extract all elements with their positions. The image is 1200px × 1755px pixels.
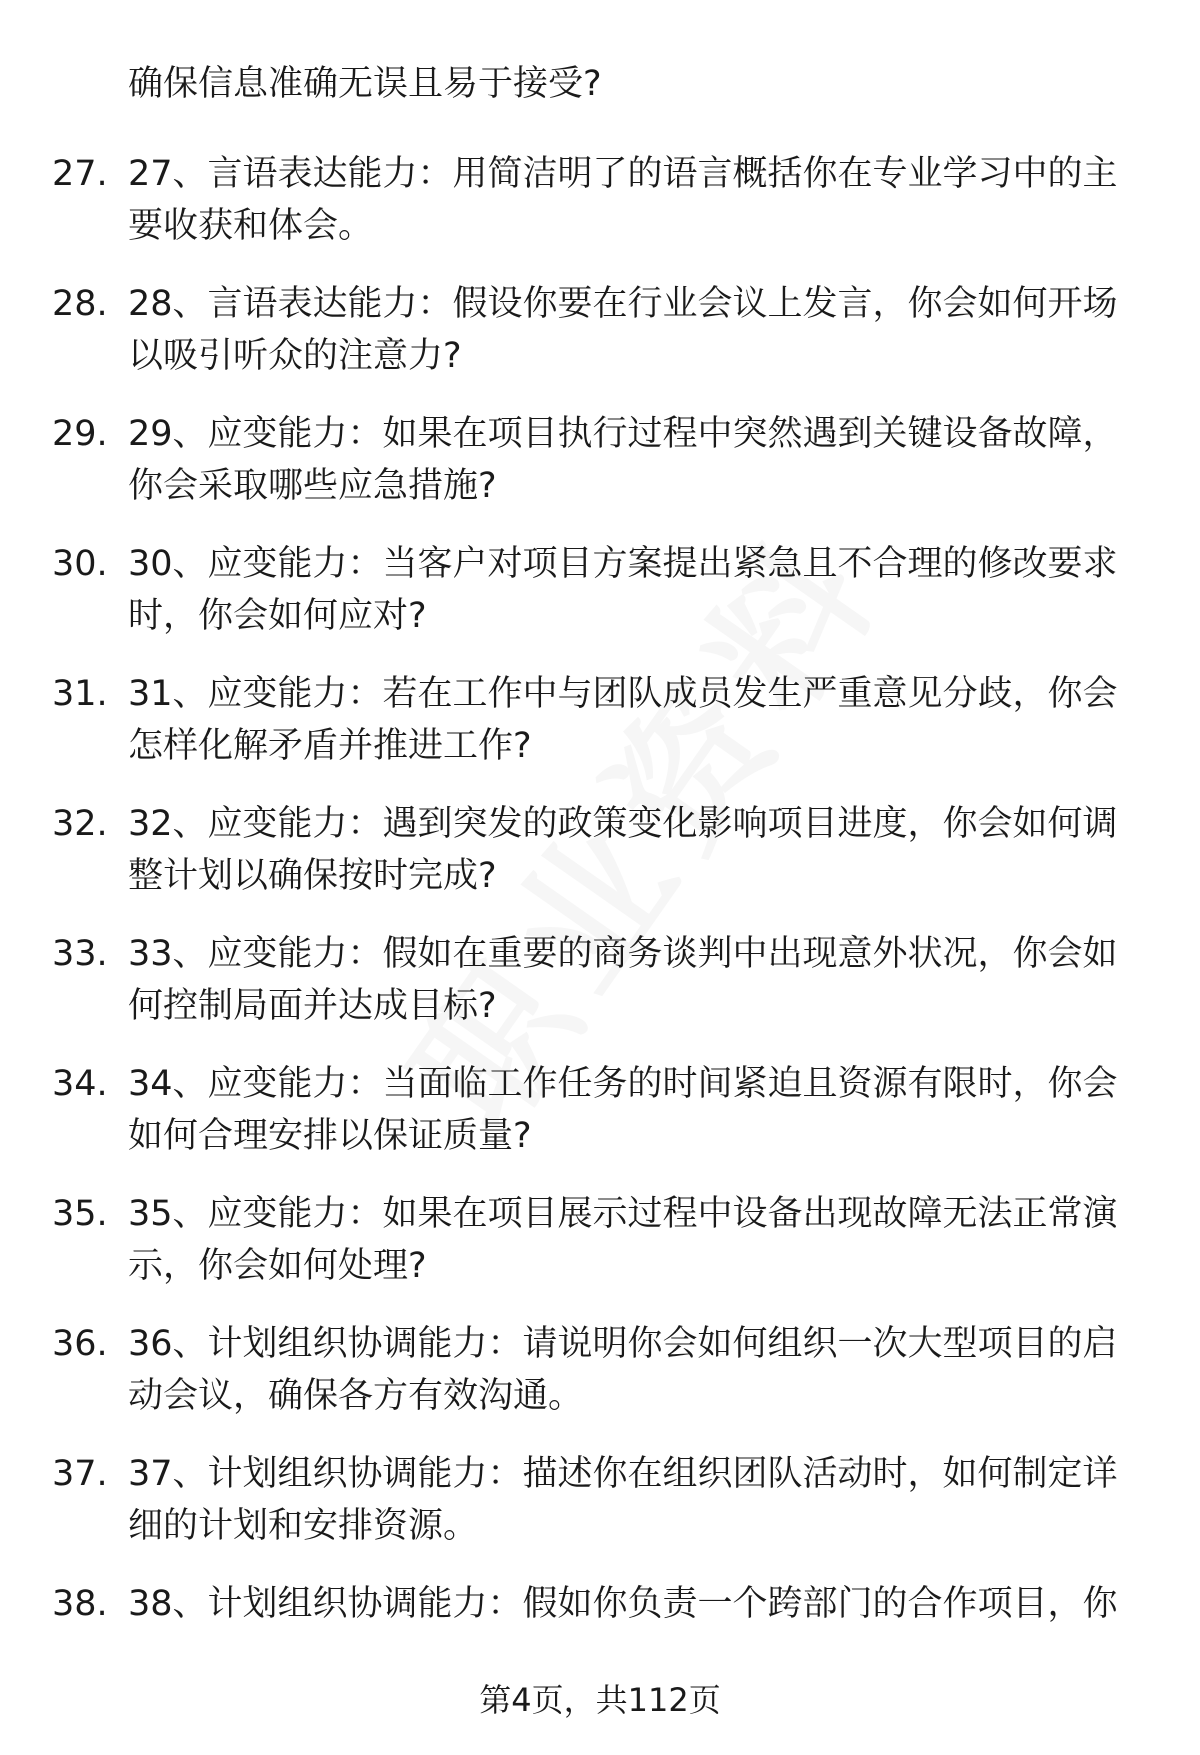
question-number: 31. [52, 674, 108, 714]
question-text: 37、计划组织协调能力：描述你在组织团队活动时，如何制定详细的计划和安排资源。 [128, 1454, 1118, 1546]
question-text: 29、应变能力：如果在项目执行过程中突然遇到关键设备故障，你会采取哪些应急措施? [128, 414, 1118, 506]
question-text: 31、应变能力：若在工作中与团队成员发生严重意见分歧，你会怎样化解矛盾并推进工作? [128, 674, 1118, 766]
page-footer: 第4页，共112页 [479, 1681, 721, 1719]
question-item [52, 408, 1152, 538]
question-list [52, 148, 1152, 1708]
question-number: 32. [52, 804, 108, 844]
question-item [52, 1318, 1152, 1448]
question-number: 29. [52, 414, 108, 454]
question-item [52, 668, 1152, 798]
question-item [52, 928, 1152, 1058]
question-text: 33、应变能力：假如在重要的商务谈判中出现意外状况，你会如何控制局面并达成目标? [128, 934, 1118, 1026]
question-item [52, 278, 1152, 408]
question-number: 33. [52, 934, 108, 974]
question-number: 34. [52, 1064, 108, 1104]
question-number: 30. [52, 544, 108, 584]
continued-question-text: 确保信息准确无误且易于接受? [128, 64, 602, 104]
question-text: 35、应变能力：如果在项目展示过程中设备出现故障无法正常演示，你会如何处理? [128, 1194, 1118, 1286]
question-number: 28. [52, 284, 108, 324]
question-text: 30、应变能力：当客户对项目方案提出紧急且不合理的修改要求时，你会如何应对? [128, 544, 1118, 636]
question-number: 35. [52, 1194, 108, 1234]
question-text: 34、应变能力：当面临工作任务的时间紧迫且资源有限时，你会如何合理安排以保证质量? [128, 1064, 1118, 1156]
question-text: 32、应变能力：遇到突发的政策变化影响项目进度，你会如何调整计划以确保按时完成? [128, 804, 1118, 896]
question-item [52, 538, 1152, 668]
question-text: 38、计划组织协调能力：假如你负责一个跨部门的合作项目，你 [128, 1584, 1118, 1624]
question-number: 36. [52, 1324, 108, 1364]
question-number: 27. [52, 154, 108, 194]
question-item [52, 1188, 1152, 1318]
question-number: 37. [52, 1454, 108, 1494]
question-item [52, 148, 1152, 278]
question-text: 27、言语表达能力：用简洁明了的语言概括你在专业学习中的主要收获和体会。 [128, 154, 1118, 246]
question-item [52, 798, 1152, 928]
question-text: 28、言语表达能力：假设你要在行业会议上发言，你会如何开场以吸引听众的注意力? [128, 284, 1118, 376]
question-text: 36、计划组织协调能力：请说明你会如何组织一次大型项目的启动会议，确保各方有效沟通。 [128, 1324, 1118, 1416]
question-number: 38. [52, 1584, 108, 1624]
question-item [52, 1058, 1152, 1188]
question-item [52, 1448, 1152, 1578]
